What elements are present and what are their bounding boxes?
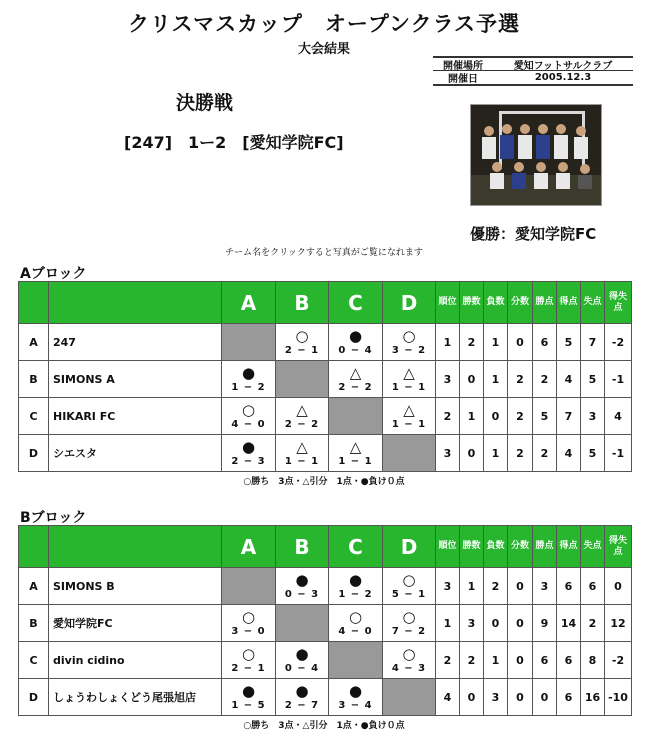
stat-goal-diff: -1 <box>605 361 632 398</box>
header-losses: 負数 <box>484 282 508 324</box>
column-header-d: D <box>383 282 436 324</box>
team-name-link[interactable]: 愛知学院FC <box>49 605 222 642</box>
match-result-cell <box>383 324 436 361</box>
stat-losses: 1 <box>484 324 508 361</box>
match-result-cell <box>276 324 329 361</box>
result-mark-icon: ● <box>295 571 309 589</box>
team-name-link[interactable]: SIMONS B <box>49 568 222 605</box>
column-header-c: C <box>329 282 383 324</box>
match-result-cell <box>222 642 276 679</box>
column-header-a: A <box>222 526 276 568</box>
column-header-b: B <box>276 526 329 568</box>
header-goal-diff: 得失点 <box>605 526 632 568</box>
team-name-link[interactable]: HIKARI FC <box>49 398 222 435</box>
stat-wins: 1 <box>460 398 484 435</box>
stat-losses: 2 <box>484 568 508 605</box>
block-a-legend: ○勝ち 3点・△引分 1点・●負け０点 <box>243 477 405 487</box>
match-result-cell <box>383 398 436 435</box>
match-score: 0 − 4 <box>338 345 373 356</box>
result-mark-icon: △ <box>403 364 415 382</box>
team-name-link[interactable]: 247 <box>49 324 222 361</box>
match-result-cell <box>222 398 276 435</box>
team-name-link[interactable]: divin cidino <box>49 642 222 679</box>
stat-goals-against: 16 <box>581 679 605 716</box>
match-score: 2 − 3 <box>231 456 266 467</box>
stat-goal-diff: 12 <box>605 605 632 642</box>
header-points: 勝点 <box>533 282 557 324</box>
result-mark-icon: ○ <box>348 608 363 626</box>
stat-goals-for: 6 <box>557 679 581 716</box>
result-mark-icon: ○ <box>241 608 256 626</box>
row-letter: C <box>19 642 49 679</box>
venue-place-value: 愛知フットサルクラブ <box>513 60 613 72</box>
match-result-cell <box>329 679 383 716</box>
header-draws: 分数 <box>508 282 533 324</box>
table-row <box>19 324 632 361</box>
match-result-cell <box>276 435 329 472</box>
match-result-cell <box>383 605 436 642</box>
match-result-cell <box>276 679 329 716</box>
column-header-b: B <box>276 282 329 324</box>
result-mark-icon: ○ <box>241 401 256 419</box>
table-row <box>19 361 632 398</box>
stat-points: 2 <box>533 435 557 472</box>
table-row <box>19 679 632 716</box>
stat-wins: 3 <box>460 605 484 642</box>
result-mark-icon: ● <box>348 682 363 700</box>
stat-points: 2 <box>533 361 557 398</box>
match-result-cell <box>276 568 329 605</box>
column-header-c: C <box>329 526 383 568</box>
stat-goal-diff: -1 <box>605 435 632 472</box>
match-score: 1 − 1 <box>284 456 320 467</box>
stat-goals-against: 8 <box>581 642 605 679</box>
match-score: 1 − 1 <box>391 382 427 393</box>
match-score: 4 − 3 <box>391 663 427 674</box>
stat-rank: 2 <box>436 398 460 435</box>
result-mark-icon: ● <box>295 645 309 663</box>
stat-rank: 3 <box>436 568 460 605</box>
block-a-table <box>18 281 632 472</box>
stat-goals-for: 4 <box>557 435 581 472</box>
match-score: 2 − 2 <box>284 419 320 430</box>
stat-goals-against: 6 <box>581 568 605 605</box>
stat-wins: 0 <box>460 679 484 716</box>
stat-goals-against: 7 <box>581 324 605 361</box>
result-mark-icon: ● <box>348 571 363 589</box>
match-score: 2 − 1 <box>284 345 320 356</box>
stat-rank: 2 <box>436 642 460 679</box>
result-mark-icon: △ <box>349 364 362 382</box>
result-mark-icon: △ <box>349 438 362 456</box>
team-name-link[interactable]: しょうわしょくどう尾張旭店 <box>49 679 222 716</box>
result-mark-icon: ○ <box>402 571 416 589</box>
match-result-cell <box>329 605 383 642</box>
stat-points: 9 <box>533 605 557 642</box>
match-result-cell <box>383 361 436 398</box>
stat-draws: 2 <box>508 361 533 398</box>
match-score: 3 − 4 <box>338 700 373 711</box>
result-mark-icon: ○ <box>295 327 309 345</box>
result-mark-icon: ● <box>241 682 256 700</box>
stat-draws: 0 <box>508 324 533 361</box>
stat-points: 6 <box>533 642 557 679</box>
result-mark-icon: ○ <box>241 645 256 663</box>
match-result-cell <box>222 435 276 472</box>
stat-points: 5 <box>533 398 557 435</box>
page-subtitle: 大会結果 <box>297 42 350 57</box>
result-mark-icon: ○ <box>402 645 416 663</box>
match-result-cell <box>383 568 436 605</box>
stat-draws: 2 <box>508 398 533 435</box>
match-score: 0 − 3 <box>284 589 320 600</box>
header-blank-letter <box>19 526 49 568</box>
team-photo[interactable] <box>470 104 602 206</box>
block-b-table <box>18 525 632 716</box>
stat-goals-against: 2 <box>581 605 605 642</box>
row-letter: B <box>19 605 49 642</box>
block-b-legend: ○勝ち 3点・△引分 1点・●負け０点 <box>243 721 405 731</box>
table-row <box>19 605 632 642</box>
match-score: 5 − 1 <box>391 589 427 600</box>
self-match-cell <box>329 642 383 679</box>
header-wins: 勝数 <box>460 282 484 324</box>
self-match-cell <box>329 398 383 435</box>
match-result-cell <box>276 642 329 679</box>
row-letter: C <box>19 398 49 435</box>
stat-losses: 1 <box>484 642 508 679</box>
stat-wins: 0 <box>460 435 484 472</box>
final-score: [247] 1ー2 [愛知学院FC] <box>124 133 344 152</box>
table-row <box>19 568 632 605</box>
match-score: 1 − 1 <box>391 419 427 430</box>
stat-goals-against: 5 <box>581 435 605 472</box>
column-header-a: A <box>222 282 276 324</box>
row-letter: A <box>19 324 49 361</box>
stat-goal-diff: -10 <box>605 679 632 716</box>
stat-goals-for: 7 <box>557 398 581 435</box>
stat-goals-for: 5 <box>557 324 581 361</box>
stat-goals-for: 6 <box>557 642 581 679</box>
stat-draws: 0 <box>508 568 533 605</box>
stat-goals-against: 3 <box>581 398 605 435</box>
venue-date-value: 2005.12.3 <box>534 72 592 83</box>
match-result-cell <box>329 324 383 361</box>
match-score: 4 − 0 <box>231 419 266 430</box>
match-result-cell <box>383 642 436 679</box>
venue-info <box>433 56 633 86</box>
team-photo-image <box>471 105 602 206</box>
self-match-cell <box>276 605 329 642</box>
row-letter: D <box>19 435 49 472</box>
team-name-link[interactable]: SIMONS A <box>49 361 222 398</box>
stat-draws: 0 <box>508 605 533 642</box>
match-result-cell <box>329 361 383 398</box>
result-mark-icon: ● <box>348 327 363 345</box>
match-score: 3 − 0 <box>231 626 266 637</box>
header-rank: 順位 <box>436 526 460 568</box>
stat-losses: 0 <box>484 605 508 642</box>
header-wins: 勝数 <box>460 526 484 568</box>
stat-losses: 1 <box>484 361 508 398</box>
self-match-cell <box>383 679 436 716</box>
header-draws: 分数 <box>508 526 533 568</box>
match-score: 2 − 1 <box>231 663 266 674</box>
block-a-label: Aブロック <box>20 266 87 282</box>
stat-losses: 3 <box>484 679 508 716</box>
stat-rank: 4 <box>436 679 460 716</box>
stat-goal-diff: -2 <box>605 324 632 361</box>
block-b-label: Bブロック <box>20 510 87 526</box>
row-letter: B <box>19 361 49 398</box>
header-blank-team <box>49 282 222 324</box>
final-title: 決勝戦 <box>176 92 234 114</box>
header-goals-against: 失点 <box>581 282 605 324</box>
stat-draws: 0 <box>508 679 533 716</box>
winner-label: 優勝：愛知学院FC <box>470 225 597 243</box>
stat-rank: 1 <box>436 605 460 642</box>
match-score: 1 − 2 <box>231 382 266 393</box>
header-losses: 負数 <box>484 526 508 568</box>
match-score: 1 − 5 <box>231 700 266 711</box>
stat-rank: 1 <box>436 324 460 361</box>
header-points: 勝点 <box>533 526 557 568</box>
row-letter: A <box>19 568 49 605</box>
stat-rank: 3 <box>436 361 460 398</box>
stat-points: 3 <box>533 568 557 605</box>
result-mark-icon: ○ <box>402 327 416 345</box>
match-score: 2 − 7 <box>284 700 320 711</box>
column-header-d: D <box>383 526 436 568</box>
stat-goal-diff: 0 <box>605 568 632 605</box>
match-score: 0 − 4 <box>284 663 320 674</box>
stat-goals-against: 5 <box>581 361 605 398</box>
stat-goals-for: 6 <box>557 568 581 605</box>
match-result-cell <box>222 679 276 716</box>
team-name-link[interactable]: シエスタ <box>49 435 222 472</box>
match-result-cell <box>222 605 276 642</box>
match-score: 3 − 2 <box>391 345 427 356</box>
match-result-cell <box>329 435 383 472</box>
stat-points: 0 <box>533 679 557 716</box>
self-match-cell <box>383 435 436 472</box>
self-match-cell <box>222 568 276 605</box>
result-mark-icon: ● <box>241 364 256 382</box>
stat-losses: 1 <box>484 435 508 472</box>
page-title: クリスマスカップ オープンクラス予選 <box>127 12 520 36</box>
match-result-cell <box>276 398 329 435</box>
stat-draws: 0 <box>508 642 533 679</box>
header-goal-diff: 得失点 <box>605 282 632 324</box>
match-score: 1 − 1 <box>338 456 373 467</box>
venue-place-label: 開催場所 <box>443 60 483 72</box>
match-score: 7 − 2 <box>391 626 427 637</box>
venue-date-label: 開催日 <box>448 74 478 85</box>
stat-goals-for: 14 <box>557 605 581 642</box>
click-note: チーム名をクリックすると写真がご覧になれます <box>225 248 423 258</box>
venue-place-row <box>433 56 633 71</box>
header-goals-against: 失点 <box>581 526 605 568</box>
header-rank: 順位 <box>436 282 460 324</box>
venue-date-row <box>433 71 633 86</box>
result-mark-icon: ○ <box>402 608 416 626</box>
result-mark-icon: ● <box>241 438 256 456</box>
stat-wins: 2 <box>460 642 484 679</box>
block-a-header-row <box>19 282 632 324</box>
self-match-cell <box>276 361 329 398</box>
table-row <box>19 398 632 435</box>
match-score: 1 − 2 <box>338 589 373 600</box>
stat-draws: 2 <box>508 435 533 472</box>
stat-wins: 1 <box>460 568 484 605</box>
stat-wins: 2 <box>460 324 484 361</box>
result-mark-icon: ● <box>295 682 309 700</box>
header-goals-for: 得点 <box>557 526 581 568</box>
result-mark-icon: △ <box>296 438 308 456</box>
stat-losses: 0 <box>484 398 508 435</box>
stat-goals-for: 4 <box>557 361 581 398</box>
table-row <box>19 642 632 679</box>
match-result-cell <box>329 568 383 605</box>
stat-wins: 0 <box>460 361 484 398</box>
self-match-cell <box>222 324 276 361</box>
match-score: 4 − 0 <box>338 626 373 637</box>
header-blank-letter <box>19 282 49 324</box>
stat-goal-diff: -2 <box>605 642 632 679</box>
result-mark-icon: △ <box>403 401 415 419</box>
result-mark-icon: △ <box>296 401 308 419</box>
header-goals-for: 得点 <box>557 282 581 324</box>
block-b-header-row <box>19 526 632 568</box>
stat-points: 6 <box>533 324 557 361</box>
match-result-cell <box>222 361 276 398</box>
header-blank-team <box>49 526 222 568</box>
table-row <box>19 435 632 472</box>
row-letter: D <box>19 679 49 716</box>
stat-rank: 3 <box>436 435 460 472</box>
stat-goal-diff: 4 <box>605 398 632 435</box>
match-score: 2 − 2 <box>338 382 373 393</box>
